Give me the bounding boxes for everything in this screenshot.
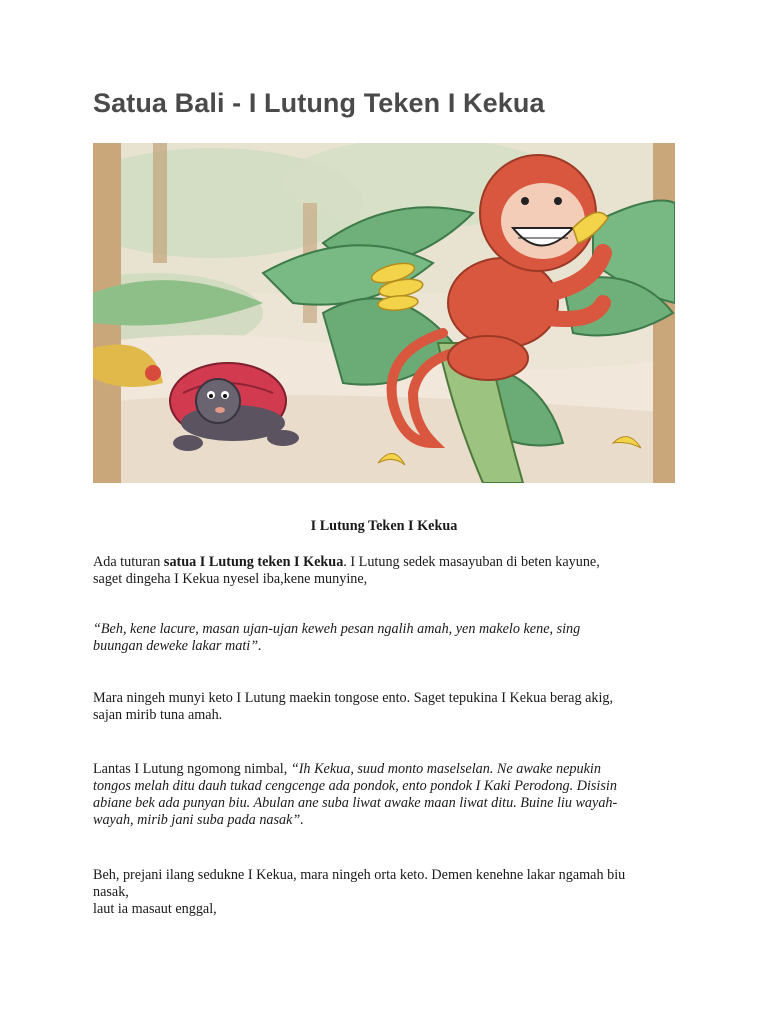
paragraph-gap — [93, 724, 683, 761]
paragraph-1-line-2: saget dingeha I Kekua nyesel iba,kene munyine, — [93, 571, 368, 587]
paragraph-2-line-2: buungan deweke lakar mati”. — [93, 638, 262, 654]
paragraph-5-line-2: nasak, — [93, 884, 129, 900]
paragraph-2-line-1: “Beh, kene lacure, masan ujan-ujan keweh pesan ngalih amah, yen makelo kene, sing — [93, 621, 581, 637]
paragraph-gap — [93, 588, 683, 621]
paragraph-4-quote-start: “Ih Kekua, suud monto maselselan. Ne awake nepukin — [290, 761, 601, 777]
paragraph-4-line-4: wayah, mirib jani suba pada nasak”. — [93, 812, 304, 828]
page-title: Satua Bali - I Lutung Teken I Kekua — [93, 88, 545, 118]
monkey-and-tortoise-illustration-icon — [93, 143, 675, 483]
paragraph-5-line-1: Beh, prejani ilang sedukne I Kekua, mara ningeh orta keto. Demen kenehne lakar ngamah biu — [93, 867, 626, 883]
story-illustration — [93, 143, 675, 483]
paragraph-3 — [93, 690, 683, 724]
paragraph-1-rest: . I Lutung sedek masayuban di beten kayune, — [343, 554, 600, 570]
paragraph-4-line-3: abiane bek ada punyan biu. Abulan ane suba liwat awake maan liwat ditu. Buine liu wayah- — [93, 795, 618, 811]
paragraph-5 — [93, 867, 683, 918]
paragraph-3-line-2: sajan mirib tuna amah. — [93, 707, 223, 723]
story-text — [93, 518, 683, 918]
paragraph-5-line-3: laut ia masaut enggal, — [93, 901, 217, 917]
paragraph-4-line-1 — [93, 761, 683, 778]
paragraph-gap — [93, 655, 683, 690]
paragraph-1 — [93, 554, 683, 588]
paragraph-1-lead: Ada tuturan — [93, 554, 164, 570]
paragraph-1-line-1 — [93, 554, 683, 571]
paragraph-gap — [93, 829, 683, 867]
paragraph-2 — [93, 621, 683, 655]
paragraph-4-lead: Lantas I Lutung ngomong nimbal, — [93, 761, 291, 777]
paragraph-4-line-2: tongos melah ditu dauh tukad cengcenge ada pondok, ento pondok I Kaki Perodong. Disisin — [93, 778, 617, 794]
paragraph-3-line-1: Mara ningeh munyi keto I Lutung maekin tongose ento. Saget tepukina I Kekua berag akig, — [93, 690, 614, 706]
paragraph-4 — [93, 761, 683, 829]
story-heading: I Lutung Teken I Kekua — [310, 518, 458, 534]
paragraph-1-bold: satua I Lutung teken I Kekua — [163, 554, 344, 570]
